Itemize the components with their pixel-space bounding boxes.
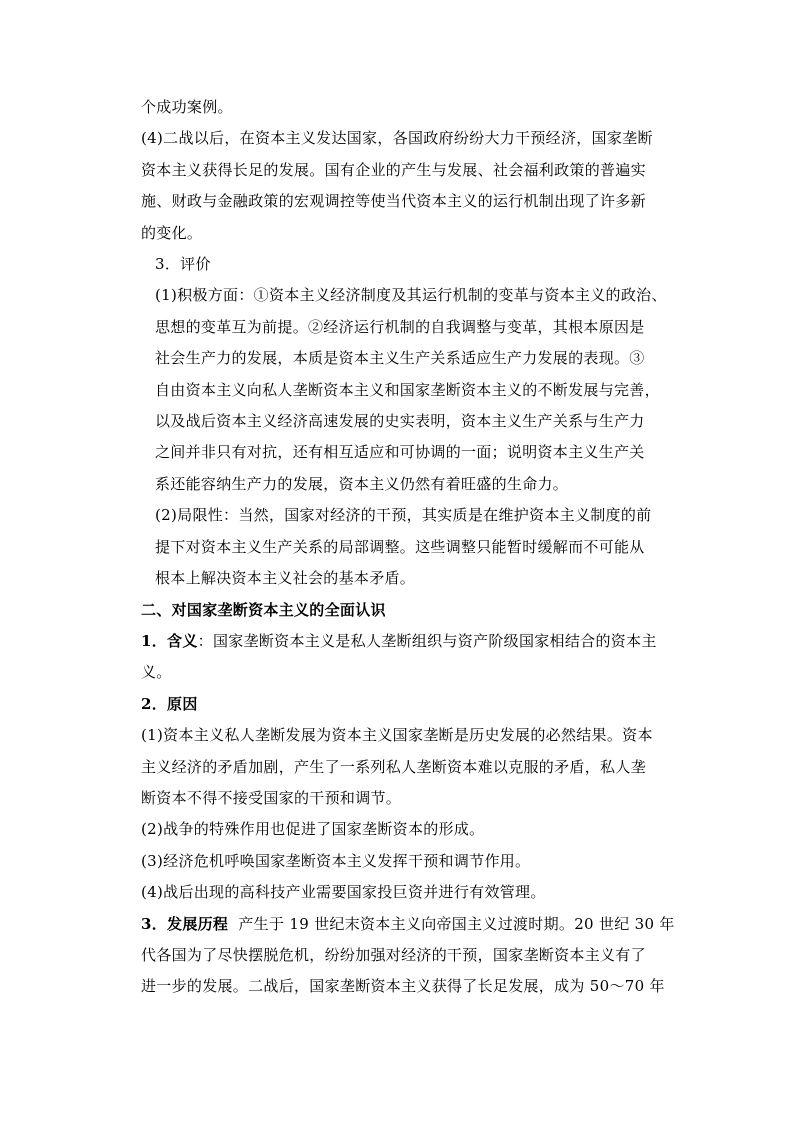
text-line: 个成功案例。	[141, 98, 233, 116]
development-label: 3．发展历程	[141, 914, 229, 933]
paragraph-positive-aspects	[141, 280, 681, 500]
text-line: (1)积极方面：①资本主义经济制度及其运行机制的变革与资本主义的政治、	[155, 286, 667, 305]
paragraph-postwar-intervention	[141, 123, 681, 249]
text-line: 2．原因	[141, 694, 198, 713]
text-line: (1)资本主义私人垄断发展为资本主义国家垄断是历史发展的必然结果。资本	[141, 726, 653, 745]
paragraph-case-end	[141, 92, 681, 123]
text-line	[141, 626, 681, 657]
development-text: 产生于 19 世纪末资本主义向帝国主义过渡时期。20 世纪 30 年	[228, 914, 675, 933]
text-line: (4)战后出现的高科技产业需要国家投巨资并进行有效管理。	[141, 883, 546, 902]
text-line: (2)战争的特殊作用也促进了国家垄断资本的形成。	[141, 820, 485, 839]
text-line: 断资本不得不接受国家的干预和调节。	[141, 788, 402, 807]
text-line	[141, 909, 681, 940]
text-line: 的变化。	[141, 223, 203, 242]
text-line: 自由资本主义向私人垄断资本主义和国家垄断资本主义的不断发展与完善，	[155, 380, 660, 399]
text-line: 代各国为了尽快摆脱危机，纷纷加强对经济的干预，国家垄断资本主义有了	[141, 945, 646, 964]
section-heading-state-monopoly	[141, 595, 681, 626]
text-line: 思想的变革互为前提。②经济运行机制的自我调整与变革，其根本原因是	[155, 317, 645, 336]
text-line: 二、对国家垄断资本主义的全面认识	[141, 600, 386, 619]
text-line: 进一步的发展。二战后，国家垄断资本主义获得了长足发展，成为 50～70 年	[141, 977, 665, 996]
text-line: 以及战后资本主义经济高速发展的史实表明，资本主义生产关系与生产力	[155, 412, 645, 431]
meaning-label: 1．含义	[141, 631, 198, 650]
text-line: 主义经济的矛盾加剧，产生了一系列私人垄断资本难以克服的矛盾，私人垄	[141, 757, 646, 776]
paragraph-development	[141, 909, 681, 1003]
text-line: (2)局限性：当然，国家对经济的干预，其实质是在维护资本主义制度的前	[155, 506, 652, 525]
text-line: 系还能容纳生产力的发展，资本主义仍然有着旺盛的生命力。	[155, 474, 569, 493]
text-line: 义。	[141, 663, 172, 682]
text-line: 根本上解决资本主义社会的基本矛盾。	[155, 569, 416, 588]
text-line: (3)经济危机呼唤国家垄断资本主义发挥干预和调节作用。	[141, 851, 531, 870]
text-line: 3．评价	[155, 255, 211, 274]
paragraph-limitations	[141, 500, 681, 594]
text-line: (4)二战以后，在资本主义发达国家，各国政府纷纷大力干预经济，国家垄断	[141, 129, 653, 148]
text-line: 资本主义获得长足的发展。国有企业的产生与发展、社会福利政策的普遍实	[141, 160, 646, 179]
meaning-text: ：国家垄断资本主义是私人垄断组织与资产阶级国家相结合的资本主	[197, 631, 657, 650]
text-line: 社会生产力的发展，本质是资本主义生产关系适应生产力发展的表现。③	[155, 349, 645, 368]
paragraph-meaning	[141, 626, 681, 689]
heading-evaluation	[141, 249, 681, 280]
document-body	[141, 92, 681, 1003]
text-line: 之间并非只有对抗，还有相互适应和可协调的一面；说明资本主义生产关	[155, 443, 645, 462]
text-line: 施、财政与金融政策的宏观调控等使当代资本主义的运行机制出现了许多新	[141, 192, 646, 211]
text-line: 提下对资本主义生产关系的局部调整。这些调整只能暂时缓解而不可能从	[155, 537, 645, 556]
heading-causes	[141, 689, 681, 720]
paragraph-causes	[141, 720, 681, 908]
